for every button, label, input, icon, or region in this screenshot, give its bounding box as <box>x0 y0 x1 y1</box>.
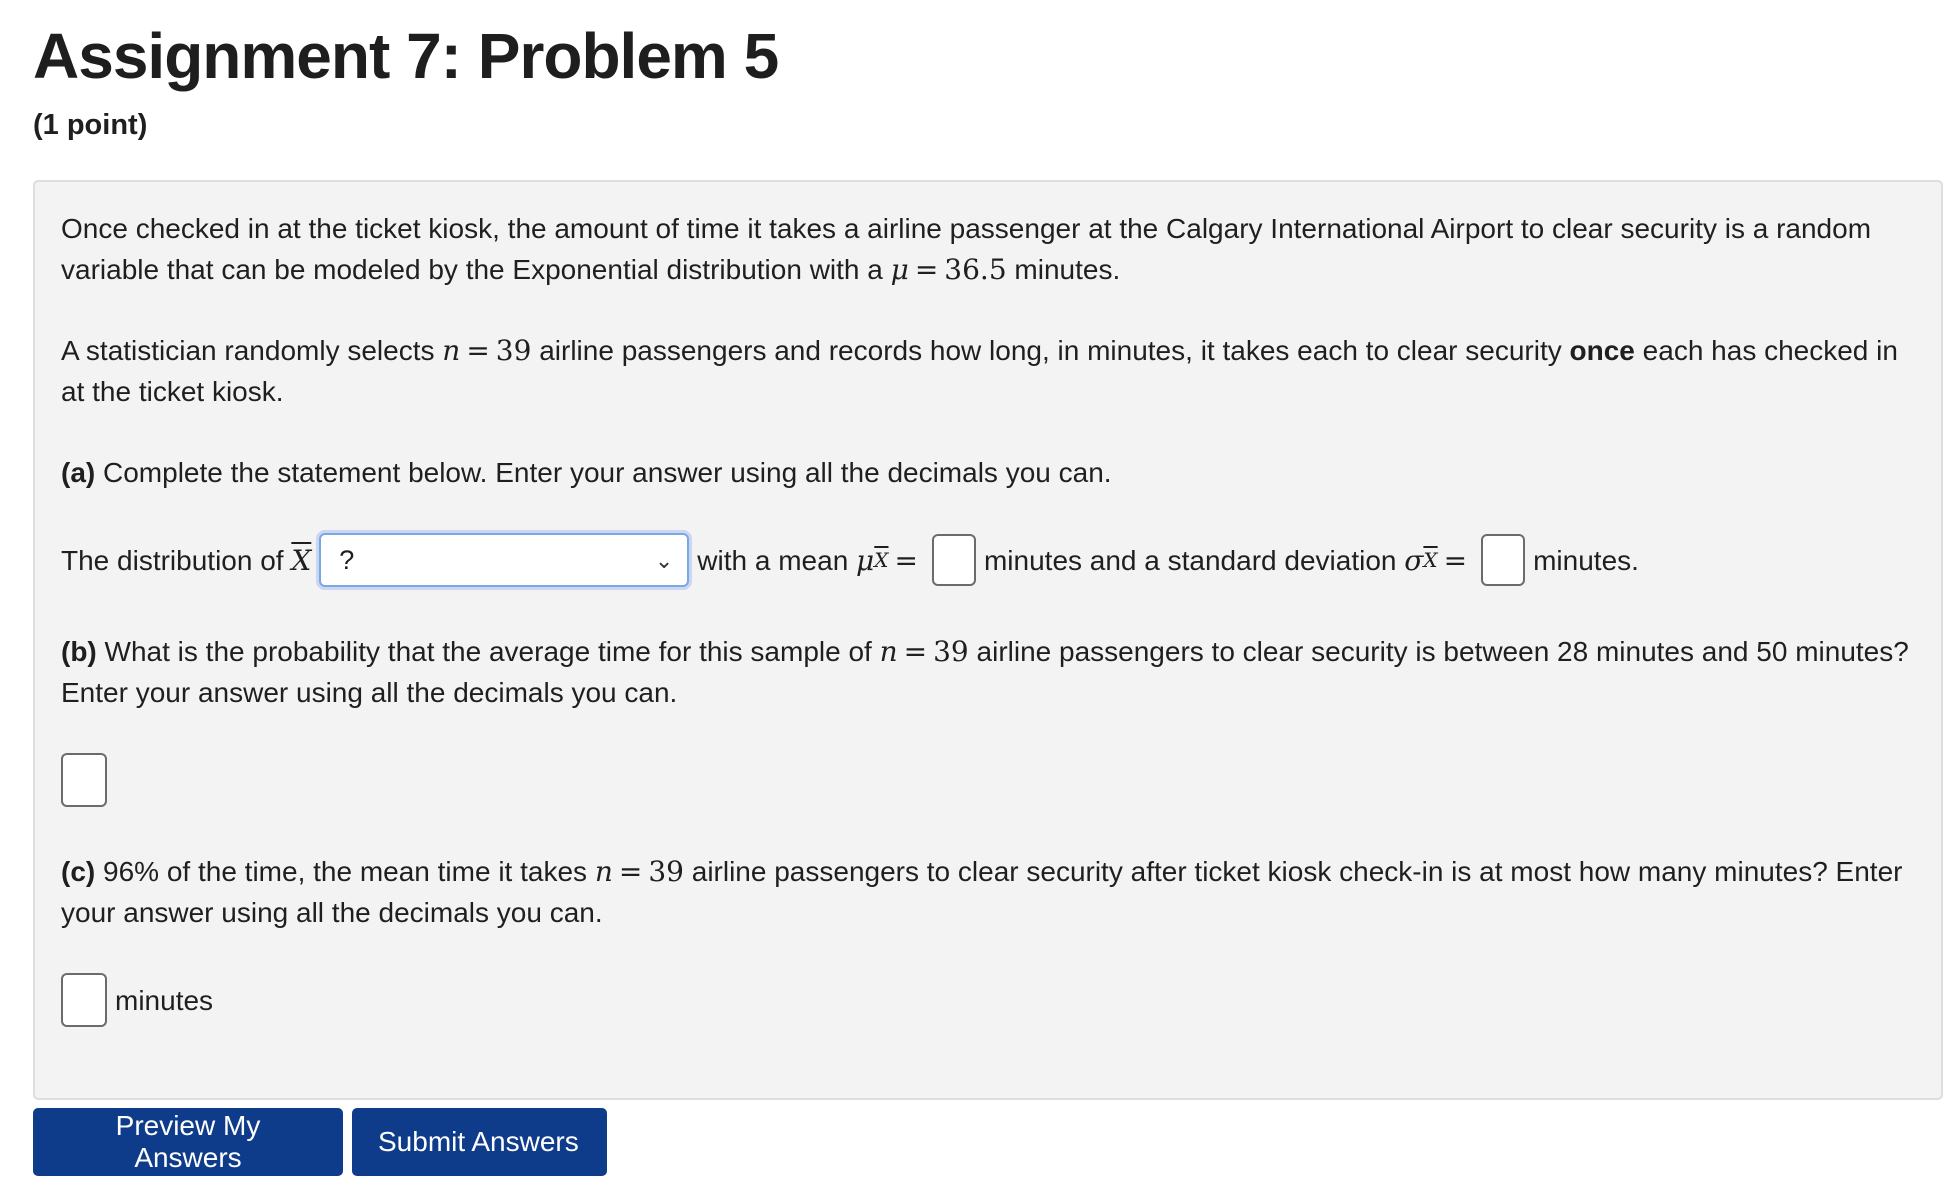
part-a-prompt: (a) Complete the statement below. Enter your answer using all the decimals you can. <box>61 457 1112 488</box>
minutes-input[interactable] <box>61 973 107 1027</box>
xbar-symbol: $\overline{X}$ <box>291 543 312 577</box>
page-title: Assignment 7: Problem 5 <box>33 20 779 92</box>
distribution-select[interactable]: ? ⌄ <box>319 533 689 587</box>
sd-input[interactable] <box>1481 534 1525 586</box>
intro-paragraph-1: Once checked in at the ticket kiosk, the amount of time it takes a airline passenger at the Calgary International Airport to clear security is a random variable that can be modeled by the Exponential distribution with a μ = 36.5 minutes. <box>61 213 1872 286</box>
part-c-prompt: (c) 96% of the time, the mean time it takes n = 39 airline passengers to clear security after ticket kiosk check-in is at most how many minutes? Enter your answer using all the decimals you can. <box>61 855 1903 928</box>
part-a-statement: The distribution of $\overline{X}$ ? ⌄ with a mean μ $\overline{X}$ = minutes and a standard deviation σ $\overline{X}$ = minutes. <box>61 533 1915 587</box>
part-c-answer-row: minutes <box>61 973 1915 1027</box>
page-content <box>33 18 1945 1100</box>
action-buttons <box>33 1108 607 1176</box>
problem-panel <box>33 180 1943 1100</box>
probability-input[interactable] <box>61 753 107 807</box>
intro-paragraph-2: A statistician randomly selects n = 39 airline passengers and records how long, in minutes, it takes each to clear security once each has checked in at the ticket kiosk. <box>61 334 1898 407</box>
points-label: (1 point) <box>33 109 148 141</box>
mean-input[interactable] <box>932 534 976 586</box>
part-b-prompt: (b) What is the probability that the average time for this sample of n = 39 airline passengers to clear security is between 28 minutes and 50 minutes? Enter your answer using all the decimals you can. <box>61 635 1909 708</box>
submit-answers-button[interactable]: Submit Answers <box>352 1108 607 1176</box>
preview-answers-button[interactable]: Preview My Answers <box>33 1108 343 1176</box>
chevron-down-icon: ⌄ <box>654 547 674 573</box>
part-b-answer-row <box>61 753 1915 807</box>
